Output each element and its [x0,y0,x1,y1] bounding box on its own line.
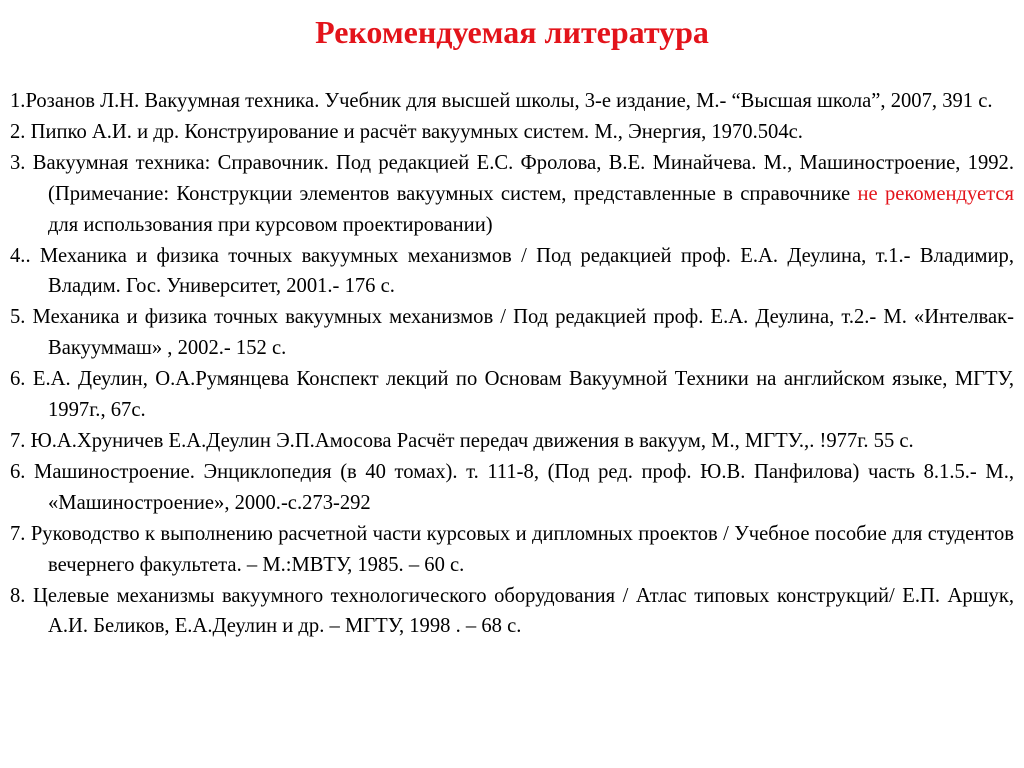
not-recommended-highlight: не рекомендуется [857,182,1014,205]
reference-text: 6. Машиностроение. Энциклопедия (в 40 томах). т. 111-8, (Под ред. проф. Ю.В. Панфилова) часть 8.1.5.- М., «Машиностроение», 2000.-с.273-292 [10,460,1014,514]
reference-item [10,148,1014,241]
reference-text: 6. Е.А. Деулин, О.А.Румянцева Конспект лекций по Основам Вакуумной Техники на английском языке, МГТУ, 1997г., 67с. [10,368,1014,422]
reference-text: 7. Руководство к выполнению расчетной части курсовых и дипломных проектов / Учебное пособие для студентов вечернего факультета. – М.:МВТУ, 1985. – 60 с. [10,522,1014,576]
reference-text: 8. Целевые механизмы вакуумного технологического оборудования / Атлас типовых конструкций/ Е.П. Аршук, А.И. Беликов, Е.А.Деулин и др. – МГТУ, 1998 . – 68 с. [10,584,1014,638]
reference-item [10,302,1014,364]
reference-item [10,364,1014,426]
reference-item [10,241,1014,303]
reference-text-before: 3. Вакуумная техника: Справочник. Под редакцией Е.С. Фролова, В.Е. Минайчева. М., Машиностроение, 1992. (Примечание: Конструкции элементов вакуумных систем, представленные в справочнике [10,151,1014,205]
slide-title: Рекомендуемая литература [315,14,709,50]
reference-text-after: для использования при курсовом проектировании) [48,213,493,236]
reference-text: 4.. Механика и физика точных вакуумных механизмов / Под редакцией проф. Е.А. Деулина, т.1.- Владимир, Владим. Гос. Университет, 2001.- 176 с. [10,244,1014,298]
reference-item [10,581,1014,643]
reference-text: 2. Пипко А.И. и др. Конструирование и расчёт вакуумных систем. М., Энергия, 1970.504с. [10,120,803,143]
reference-item [10,519,1014,581]
reference-item [10,426,1014,457]
reference-text: 7. Ю.А.Хруничев Е.А.Деулин Э.П.Амосова Расчёт передач движения в вакуум, М., МГТУ.,. !977г. 55 с. [10,429,914,452]
reference-text: 1.Розанов Л.Н. Вакуумная техника. Учебник для высшей школы, 3-е издание, М.- “Высшая школа”, 2007, 391 с. [10,90,993,112]
reference-item [10,457,1014,519]
reference-item [10,117,1014,148]
reference-item [10,86,1014,117]
reference-text: 5. Механика и физика точных вакуумных механизмов / Под редакцией проф. Е.А. Деулина, т.2.- М. «Интелвак-Вакууммаш» , 2002.- 152 с. [10,306,1014,360]
reference-list [10,86,1014,642]
